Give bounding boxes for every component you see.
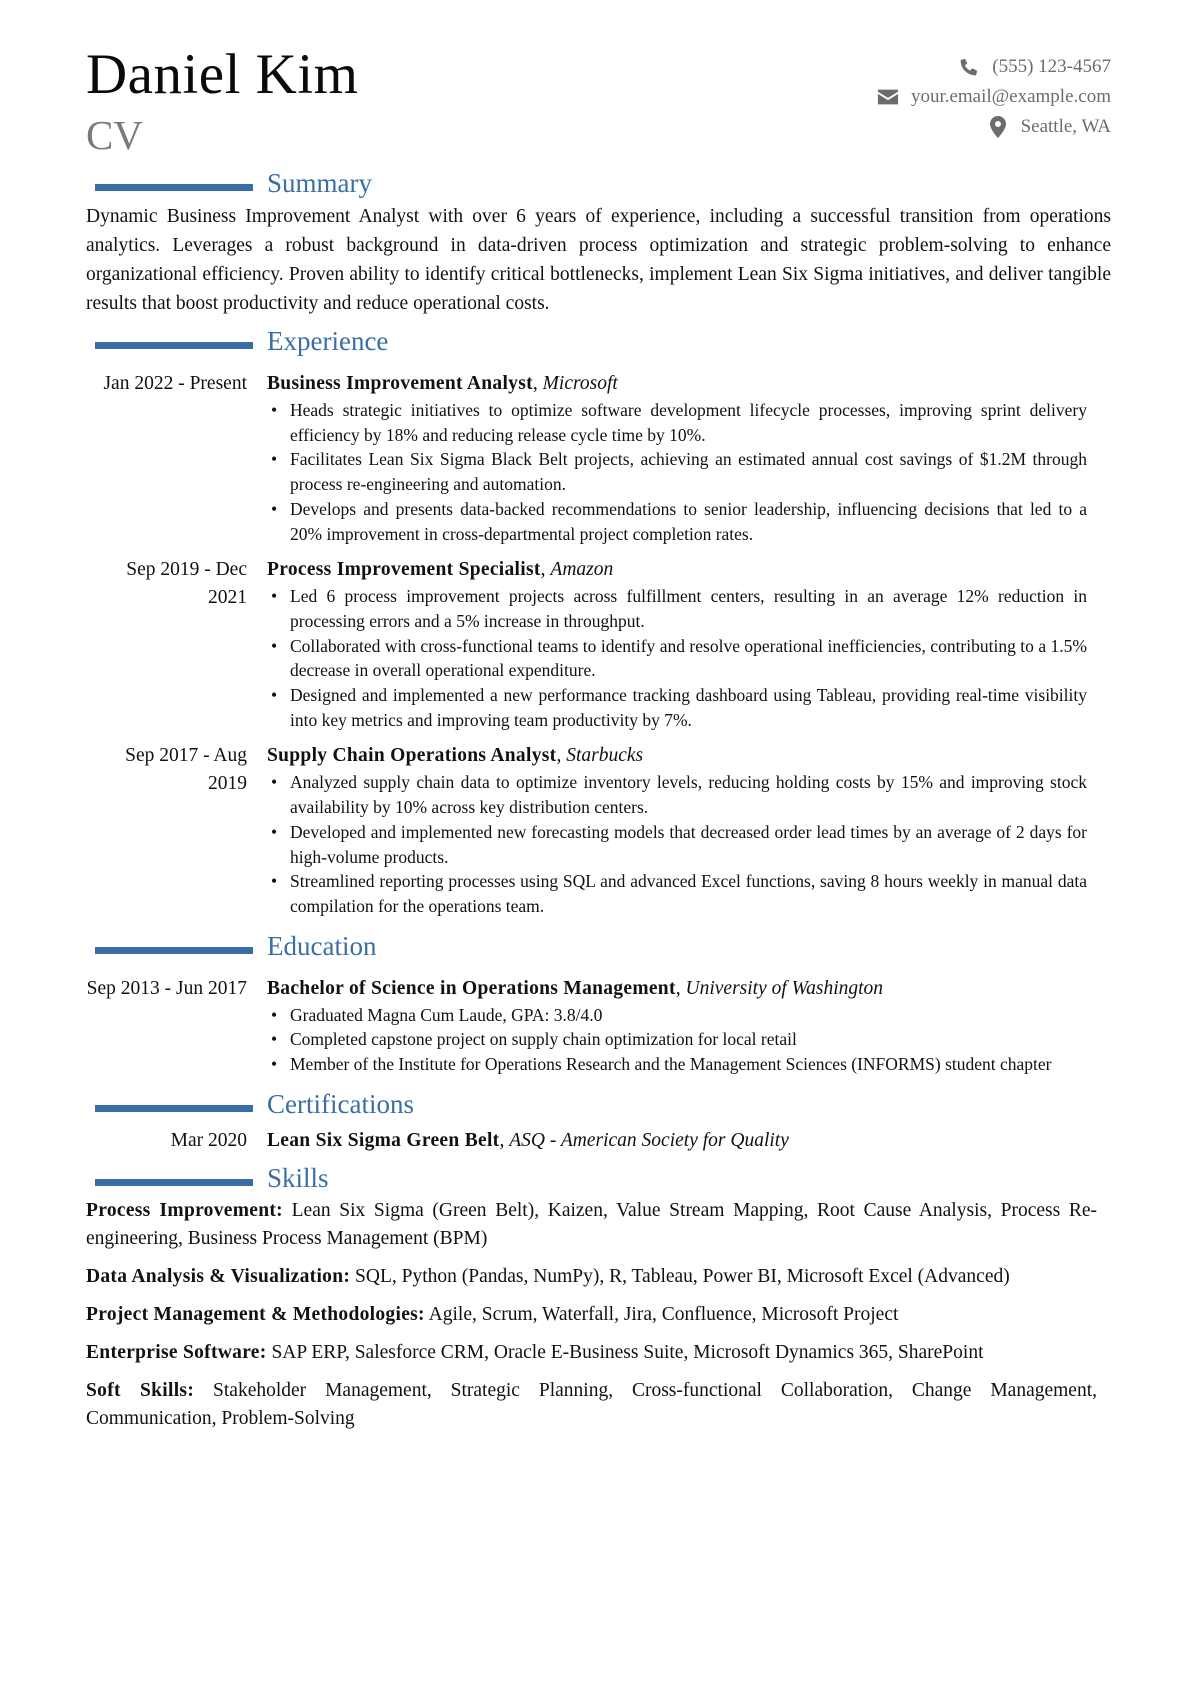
entry-title: Business Improvement Analyst, Microsoft [267, 373, 618, 394]
phone-text[interactable]: (555) 123-4567 [992, 56, 1111, 77]
skill-row-enterprise-software [86, 1339, 1111, 1367]
entry-org: University of Washington [685, 977, 884, 999]
skill-row-data-analysis [86, 1263, 1111, 1291]
bullet-item: • Graduated Magna Cum Laude, GPA: 3.8/4.0 [290, 1003, 1101, 1028]
entry-body [267, 370, 1111, 546]
skill-value: SQL, Python (Pandas, NumPy), R, Tableau, Power BI, Microsoft Excel (Advanced) [355, 1265, 1010, 1287]
section-title-skills: Skills [267, 1162, 329, 1193]
entry-date: Sep 2019 - Dec 2021 [126, 559, 247, 609]
experience-heading [86, 322, 1111, 360]
entry-body [267, 556, 1111, 732]
entry-bullets [267, 770, 1101, 918]
cv-header [86, 40, 1111, 160]
certification-entry [86, 1127, 1111, 1155]
section-rule [95, 1105, 253, 1112]
experience-entry-amazon [86, 556, 1111, 732]
entry-date: Sep 2013 - Jun 2017 [86, 977, 247, 999]
experience-entry-starbucks [86, 742, 1111, 918]
skill-value: Stakeholder Management, Strategic Planning, Cross-functional Collaboration, Change Management, Communication, Problem-Solving [86, 1379, 1097, 1429]
education-entry [86, 975, 1111, 1077]
bullet-item: • Completed capstone project on supply chain optimization for local retail [290, 1027, 1101, 1052]
cv-page [86, 40, 1111, 1443]
skill-label: Project Management & Methodologies: [86, 1303, 425, 1325]
skill-label: Data Analysis & Visualization: [86, 1265, 351, 1287]
entry-date: Jan 2022 - Present [103, 373, 247, 394]
entry-bullets [267, 398, 1101, 546]
skill-value: SAP ERP, Salesforce CRM, Oracle E-Business Suite, Microsoft Dynamics 365, SharePoint [271, 1341, 984, 1363]
entry-role: Supply Chain Operations Analyst [267, 745, 557, 767]
section-title-certifications: Certifications [267, 1088, 414, 1119]
bullet-item: • Analyzed supply chain data to optimize inventory levels, reducing holding costs by 15% and improving stock availability by 10% across key distribution centers. [290, 770, 1101, 819]
entry-date: Mar 2020 [170, 1129, 247, 1151]
bullet-item: • Member of the Institute for Operations Research and the Management Sciences (INFORMS) student chapter [290, 1052, 1101, 1077]
phone-icon [958, 56, 980, 78]
entry-org: Microsoft [542, 373, 618, 394]
document-subtitle: CV [86, 112, 143, 158]
bullet-item: • Collaborated with cross-functional teams to identify and resolve operational inefficiencies, contributing to a 1.5% decrease in overall operational expenditure. [290, 634, 1101, 683]
bullet-item: • Streamlined reporting processes using SQL and advanced Excel functions, saving 8 hours weekly in manual data compilation for the operations team. [290, 869, 1101, 918]
entry-role: Bachelor of Science in Operations Management [267, 977, 676, 999]
summary-heading [86, 164, 1111, 202]
person-name: Daniel Kim [86, 43, 359, 106]
skills-heading [86, 1159, 1111, 1197]
entry-title: Process Improvement Specialist, Amazon [267, 559, 614, 581]
entry-body [267, 742, 1111, 918]
entry-role: Business Improvement Analyst [267, 373, 533, 394]
contact-phone [877, 52, 1111, 82]
skill-row-project-management [86, 1301, 1111, 1329]
bullet-item: • Designed and implemented a new performance tracking dashboard using Tableau, providing real-time visibility into key metrics and improving team productivity by 7%. [290, 683, 1101, 732]
location-text: Seattle, WA [1020, 116, 1111, 137]
entry-body [267, 1127, 1111, 1155]
entry-title: Lean Six Sigma Green Belt, ASQ - American Society for Quality [267, 1129, 789, 1151]
section-rule [95, 184, 253, 191]
entry-bullets [267, 1003, 1101, 1077]
section-rule [95, 342, 253, 349]
email-link[interactable]: your.email@example.com [910, 86, 1111, 107]
bullet-item: • Led 6 process improvement projects across fulfillment centers, resulting in an average 12% reduction in processing errors and a 5% increase in throughput. [290, 584, 1101, 633]
skills-list [86, 1197, 1111, 1433]
entry-body [267, 975, 1111, 1077]
envelope-icon [877, 86, 899, 108]
skill-label: Process Improvement: [86, 1199, 283, 1221]
entry-title: Bachelor of Science in Operations Management, University of Washington [267, 977, 884, 999]
section-rule [95, 1179, 253, 1186]
section-title-experience: Experience [267, 326, 389, 356]
experience-entry-microsoft [86, 370, 1111, 546]
entry-bullets [267, 584, 1101, 732]
bullet-item: • Facilitates Lean Six Sigma Black Belt projects, achieving an estimated annual cost savings of $1.2M through process re-engineering and automation. [290, 447, 1101, 496]
entry-title: Supply Chain Operations Analyst, Starbucks [267, 745, 644, 767]
bullet-item: • Heads strategic initiatives to optimize software development lifecycle processes, improving sprint delivery efficiency by 18% and reducing release cycle time by 10%. [290, 398, 1101, 447]
entry-org: Starbucks [566, 745, 644, 767]
skill-row-process-improvement [86, 1197, 1111, 1253]
skill-value: Lean Six Sigma (Green Belt), Kaizen, Value Stream Mapping, Root Cause Analysis, Process Re-engineering, Business Process Management (BPM) [86, 1199, 1097, 1249]
bullet-item: • Developed and implemented new forecasting models that decreased order lead times by an average of 2 days for high-volume products. [290, 820, 1101, 869]
contact-email [877, 82, 1111, 112]
entry-role: Lean Six Sigma Green Belt [267, 1129, 500, 1151]
contact-block [877, 52, 1111, 142]
entry-role: Process Improvement Specialist [267, 559, 541, 581]
entry-date: Sep 2017 - Aug 2019 [125, 745, 247, 795]
bullet-item: • Develops and presents data-backed recommendations to senior leadership, influencing decisions that led to a 20% improvement in cross-departmental project completion rates. [290, 497, 1101, 546]
entry-org: ASQ - American Society for Quality [509, 1129, 789, 1151]
map-marker-icon [987, 116, 1009, 138]
skill-label: Enterprise Software: [86, 1341, 267, 1363]
section-title-summary: Summary [267, 168, 372, 198]
skill-label: Soft Skills: [86, 1379, 195, 1401]
summary-text: Dynamic Business Improvement Analyst with over 6 years of experience, including a successful transition from operations analytics. Leverages a robust background in data-driven process optimization and strategic problem-solving to enhance organizational efficiency. Proven ability to identify critical bottlenecks, implement Lean Six Sigma initiatives, and deliver tangible results that boost productivity and reduce operational costs. [86, 206, 1111, 314]
certifications-heading [86, 1085, 1111, 1123]
education-heading [86, 927, 1111, 965]
skill-row-soft-skills [86, 1377, 1111, 1433]
section-title-education: Education [267, 930, 377, 961]
contact-location [877, 112, 1111, 142]
skill-value: Agile, Scrum, Waterfall, Jira, Confluence, Microsoft Project [428, 1303, 899, 1325]
entry-org: Amazon [550, 559, 614, 581]
section-rule [95, 947, 253, 954]
